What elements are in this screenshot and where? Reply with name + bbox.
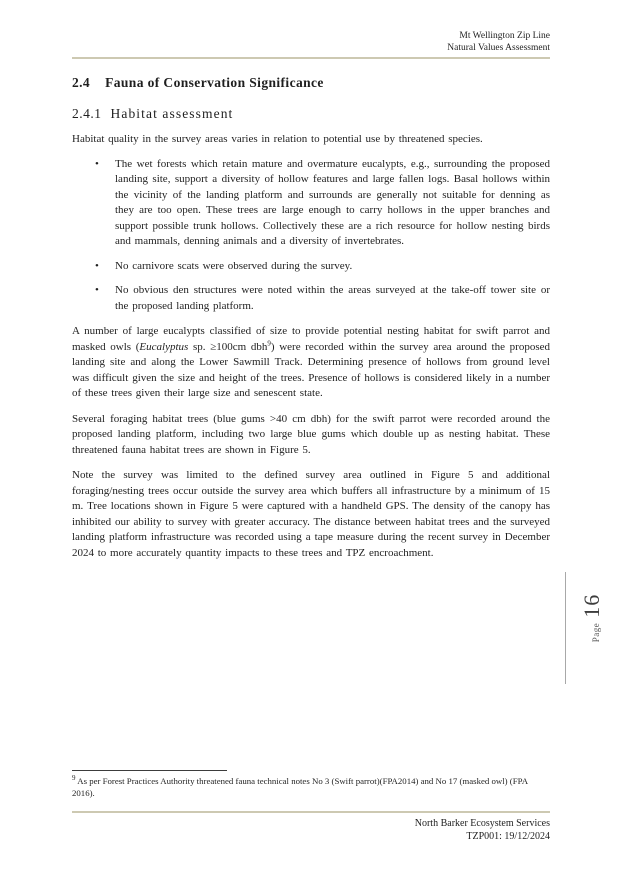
footer-company: North Barker Ecosystem Services — [414, 818, 550, 829]
page-header — [72, 30, 550, 54]
footnote — [72, 776, 550, 799]
subsection-number: 2.4.1 — [72, 106, 102, 121]
footnote-text: As per Forest Practices Authority threatened fauna technical notes No 3 (Swift parrot)(FPA2014) and No 17 (masked owl) (FPA 2016). — [72, 776, 528, 798]
page-footer-area — [72, 770, 550, 843]
footnote-reference: 9 — [267, 338, 271, 347]
footer-reference-date: TZP001: 19/12/2024 — [466, 831, 550, 842]
section-heading — [72, 75, 550, 91]
list-item-wet-forests — [115, 157, 550, 250]
paragraph-foraging-trees: Several foraging habitat trees (blue gums >40 cm dbh) for the swift parrot were recorded around the proposed landing platform, including two large blue gums which double up as nesting habitat. These threatened fauna habitat trees are shown in Figure 5. — [72, 412, 550, 456]
page-footer — [72, 817, 550, 843]
header-document-title: Mt Wellington Zip Line — [459, 31, 550, 41]
section-title: Fauna of Conservation Significance — [105, 75, 324, 90]
paragraph-text: sp. ≥100cm dbh — [188, 340, 268, 353]
subsection-title: Habitat assessment — [110, 106, 234, 121]
paragraph-text: ) were recorded within the survey area around the proposed landing site and along the Lower Sawmill Track. Determining presence of hollows from ground level was difficult given the size and height of the trees. Presence of hollows is considered likely in a number of these trees given their large size and senescent state. — [72, 340, 551, 399]
list-item-carnivore-scats — [115, 259, 550, 275]
list-item-den-structures — [115, 283, 550, 314]
page-number-value: 16 — [579, 593, 604, 618]
list-item-text: No carnivore scats were observed during the survey. — [115, 259, 353, 272]
intro-paragraph: Habitat quality in the survey areas varies in relation to potential use by threatened species. — [72, 133, 483, 145]
list-item-text: No obvious den structures were noted within the areas surveyed at the take-off tower site or the proposed landing platform. — [115, 284, 550, 312]
page-content — [72, 30, 550, 561]
paragraph-eucalypts — [72, 324, 550, 402]
page-number-label: Page — [591, 622, 601, 643]
header-rule — [72, 57, 550, 59]
page-number — [579, 578, 605, 658]
header-document-subtitle: Natural Values Assessment — [447, 43, 550, 53]
footnote-number: 9 — [72, 774, 76, 783]
section-number: 2.4 — [72, 75, 91, 90]
bullet-list — [72, 157, 550, 315]
footnote-rule — [72, 770, 227, 771]
page-number-separator-line — [565, 572, 566, 684]
paragraph-survey-note: Note the survey was limited to the defined survey area outlined in Figure 5 and additional foraging/nesting trees occur outside the survey area which buffers all infrastructure by a minimum of 15 m. Tree locations shown in Figure 5 were captured with a handheld GPS. The density of the canopy has inhibited our ability to survey with greater accuracy. The distance between habitat trees and the surveyed landing platform infrastructure was recorded using a tape measure during the recent survey in December 2024 to more accurately quantity impacts to these trees and TPZ encroachment. — [72, 469, 550, 559]
list-item-text: The wet forests which retain mature and overmature eucalypts, e.g., surrounding the proposed landing site, support a diversity of hollow features and large fallen logs. Basal hollows within the vicinity of the landing platform and surrounds are generally not suitable for denning as they are too open. These trees are large enough to carry hollows in the upper branches and support possible trunk hollows. Collectively these are a rich resource for hollow nesting birds and mammals, denning animals and a diversity of invertebrates. — [115, 157, 550, 247]
subsection-heading — [72, 106, 550, 122]
paragraph-text: A number of large eucalypts classified of size to provide potential nesting habitat for swift parrot and masked owls ( — [72, 325, 550, 353]
species-name-italic: Eucalyptus — [139, 340, 189, 353]
footer-rule — [72, 811, 550, 813]
